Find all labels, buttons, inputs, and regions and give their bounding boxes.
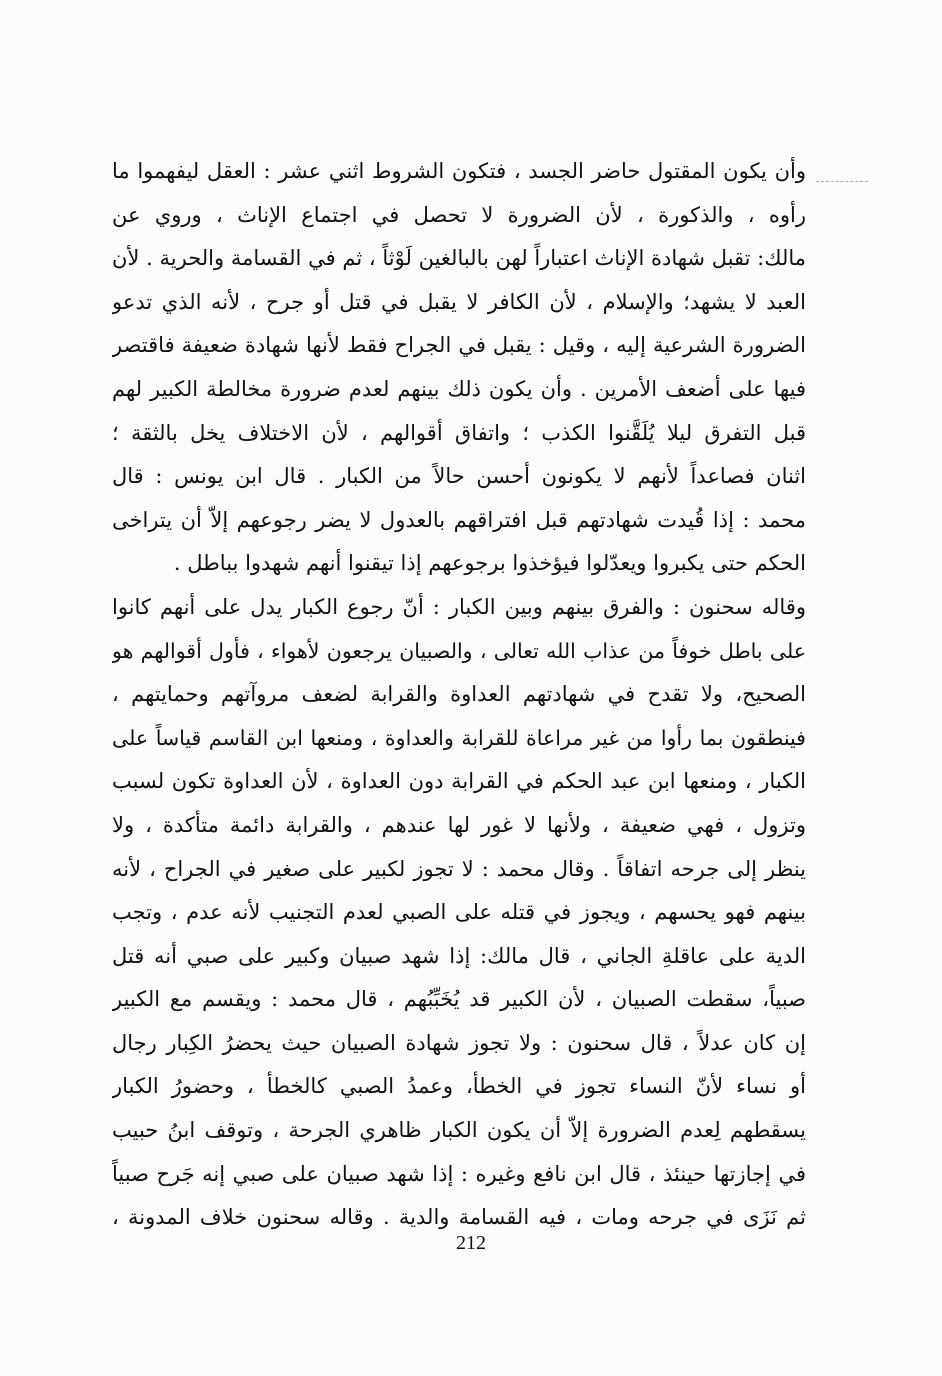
text-line: إن كان عدلاً ، قال سحنون : ولا تجوز شهادة الصبيان حيث يحضرُ الكِبار رجال bbox=[112, 1030, 806, 1055]
text-line: فينطقون بما رأوا من غير مراعاة للقرابة والعداوة ، ومنعها ابن القاسم قياساً على bbox=[112, 725, 806, 750]
text-line: رأوه ، والذكورة ، لأن الضرورة لا تحصل في اجتماع الإناث ، وروي عن bbox=[112, 202, 806, 227]
text-line: صبياً، سقطت الصبيان ، لأن الكبير قد يُخَبِّبُهم ، قال محمد : ويقسم مع الكبير bbox=[112, 987, 806, 1012]
text-line: الدية على عاقلةِ الجاني ، قال مالك: إذا شهد صبيان وكبير على صبي أنه قتل bbox=[112, 943, 806, 968]
text-line: قبل التفرق ليلا يُلَقَّنوا الكذب ؛ واتفاق أقوالهم ، لأن الاختلاف يخل بالثقة ؛ bbox=[112, 420, 806, 445]
text-line: ثم نَزَى في جرحه ومات ، فيه القسامة والدية . وقاله سحنون خلاف المدونة ، bbox=[112, 1205, 806, 1230]
text-line: وأن يكون المقتول حاضر الجسد ، فتكون الشروط اثني عشر : العقل ليفهموا ما bbox=[112, 159, 806, 183]
text-line: ينظر إلى جرحه اتفاقاً . وقال محمد : لا تجوز لكبير على صغير في الجراح ، لأنه bbox=[112, 856, 806, 881]
text-line: الكبار ، ومنعها ابن عبد الحكم في القرابة دون العداوة ، لأن العداوة تكون لسبب bbox=[112, 769, 806, 794]
text-line: اثنان فصاعداً لأنهم لا يكونون أحسن حالاً من الكبار . قال ابن يونس : قال bbox=[112, 464, 806, 489]
text-line: محمد : إذا قُيدت شهادتهم قبل افتراقهم بالعدول لا يضر رجوعهم إلاّ أن يتراخى bbox=[112, 507, 806, 532]
page-number: 212 bbox=[456, 1232, 486, 1254]
text-line: الصحيح، ولا تقدح في شهادتهم العداوة والقرابة لضعف مروآتهم وحمايتهم ، bbox=[112, 682, 806, 707]
body-text bbox=[112, 150, 806, 1240]
text-line: الحكم حتى يكبروا ويعدّلوا فيؤخذوا برجوعهم إذا تيقنوا أنهم شهدوا بباطل . bbox=[173, 551, 806, 576]
text-line: أو نساء لأنّ النساء تجوز في الخطأ، وعمدُ الصبي كالخطأ ، وحضورُ الكبار bbox=[112, 1074, 806, 1099]
margin-mark bbox=[816, 181, 868, 182]
text-line: مالك: تقبل شهادة الإناث اعتباراً لهن بالبالغين لَوْثاً ، ثم في القسامة والحرية . لأن bbox=[112, 246, 806, 271]
text-line: وقاله سحنون : والفرق بينهم وبين الكبار : أنّ رجوع الكبار يدل على أنهم كانوا bbox=[112, 594, 806, 619]
text-line: الضرورة الشرعية إليه ، وقيل : يقبل في الجراح فقط لأنها شهادة ضعيفة فاقتصر bbox=[112, 333, 806, 358]
text-line: في إجازتها حينئذ ، قال ابن نافع وغيره : إذا شهد صبيان على صبي إنه جَرح صبياً bbox=[112, 1161, 806, 1186]
text-line: العبد لا يشهد؛ والإسلام ، لأن الكافر لا يقبل في قتل أو جرح ، لأنه الذي تدعو bbox=[112, 289, 806, 314]
text-line: على باطل خوفاً من عذاب الله تعالى ، والصبيان يرجعون لأهواء ، فأول أقوالهم هو bbox=[112, 638, 806, 663]
text-line: بينهم فهو يحسهم ، ويجوز في قتله على الصبي لعدم التجنيب لأنه عدم ، وتجب bbox=[112, 900, 806, 925]
text-line: فيها على أضعف الأمرين . وأن يكون ذلك بينهم لعدم ضرورة مخالطة الكبير لهم bbox=[112, 376, 806, 401]
text-line: وتزول ، فهي ضعيفة ، ولأنها لا غور لها عندهم ، والقرابة دائمة متأكدة ، ولا bbox=[112, 812, 806, 837]
text-line: يسقطهم لِعدم الضرورة إلاّ أن يكون الكبار ظاهري الجرحة ، وتوقف ابنُ حبيب bbox=[112, 1118, 806, 1143]
